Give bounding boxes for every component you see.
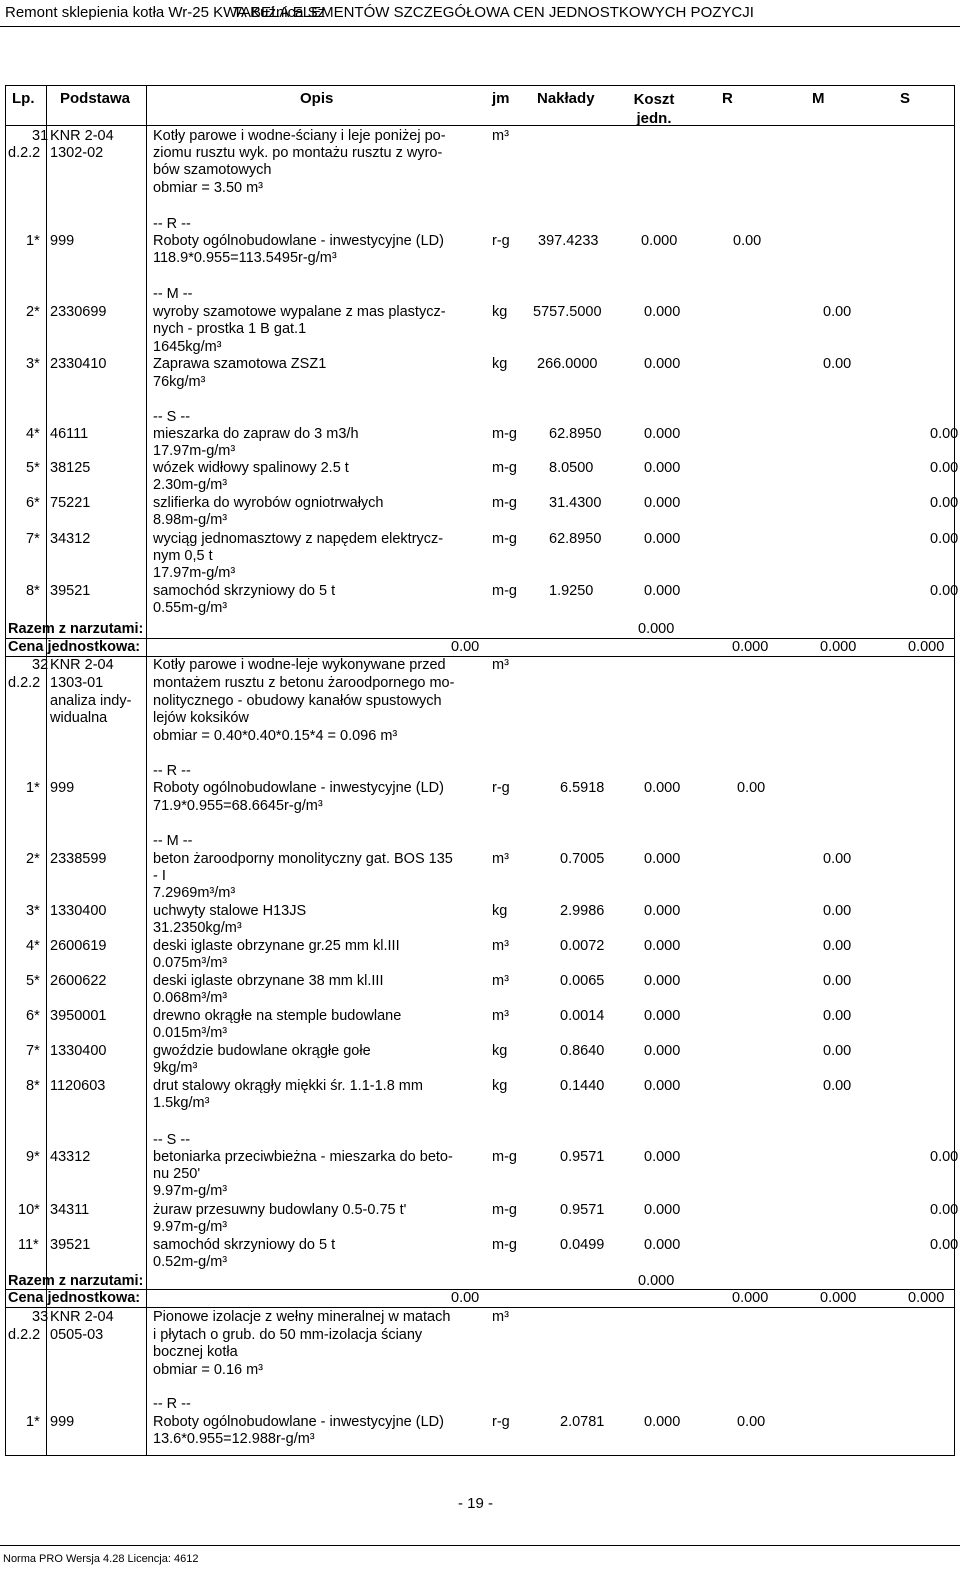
item-no: 9* — [26, 1149, 40, 1165]
item-total: 0.00 — [930, 426, 959, 442]
item-price: 0.000 — [644, 973, 681, 989]
position-desc-line: i płytach o grub. do 50 mm-izolacja ściany — [153, 1327, 423, 1343]
item-no: 1* — [26, 780, 40, 796]
item-qty: 62.8950 — [549, 426, 602, 442]
item-qty: 62.8950 — [549, 531, 602, 547]
item-price: 0.000 — [644, 1008, 681, 1024]
item-no: 5* — [26, 973, 40, 989]
item-norm: 0.068m³/m³ — [153, 990, 228, 1006]
item-price: 0.000 — [644, 356, 681, 372]
item-unit: r-g — [492, 780, 510, 796]
position-desc-line: nolitycznego - obudowy kanałów spustowych — [153, 693, 442, 709]
position-desc-line: obmiar = 3.50 m³ — [153, 180, 264, 196]
item-code: 2330410 — [50, 356, 107, 372]
position-number: 33 — [32, 1309, 49, 1325]
item-code: 39521 — [50, 583, 91, 599]
item-name: - I — [153, 868, 166, 884]
item-norm: 13.6*0.955=12.988r-g/m³ — [153, 1431, 315, 1447]
position-desc-line: Pionowe izolacje z wełny mineralnej w matach — [153, 1309, 451, 1325]
cena-value: 0.00 — [451, 1290, 480, 1306]
item-qty: 0.9571 — [560, 1202, 605, 1218]
item-norm: 0.015m³/m³ — [153, 1025, 228, 1041]
item-unit: m-g — [492, 531, 517, 547]
item-no: 6* — [26, 1008, 40, 1024]
position-desc-line: Kotły parowe i wodne-ściany i leje poniżej po- — [153, 128, 446, 144]
item-total: 0.00 — [823, 938, 852, 954]
item-unit: m³ — [492, 851, 509, 867]
item-unit: m-g — [492, 583, 517, 599]
item-norm: 1645kg/m³ — [153, 339, 222, 355]
item-total: 0.00 — [737, 1414, 766, 1430]
item-no: 3* — [26, 903, 40, 919]
item-unit: kg — [492, 356, 508, 372]
item-code: 3950001 — [50, 1008, 107, 1024]
group-label-r: -- R -- — [153, 1396, 191, 1412]
cena-m: 0.000 — [820, 1290, 857, 1306]
item-name: wyciąg jednomasztowy z napędem elektrycz- — [153, 531, 444, 547]
item-norm: 0.075m³/m³ — [153, 955, 228, 971]
footer-software: Norma PRO Wersja 4.28 Licencja: 4612 — [3, 1553, 199, 1565]
item-price: 0.000 — [644, 304, 681, 320]
item-name: szlifierka do wyrobów ogniotrwałych — [153, 495, 384, 511]
razem-label: Razem z narzutami: — [8, 621, 144, 637]
cena-label: Cena jednostkowa: — [8, 639, 141, 655]
item-name: drut stalowy okrągły miękki śr. 1.1-1.8 mm — [153, 1078, 423, 1094]
col-header-unit: jm — [492, 90, 510, 107]
razem-value: 0.000 — [638, 621, 675, 637]
item-unit: m-g — [492, 460, 517, 476]
item-total: 0.00 — [823, 903, 852, 919]
item-norm: 17.97m-g/m³ — [153, 443, 236, 459]
item-total: 0.00 — [930, 495, 959, 511]
item-qty: 266.0000 — [537, 356, 598, 372]
item-name: nych - prostka 1 B gat.1 — [153, 321, 307, 337]
document-title-overlay: TABELA ELEMENTÓW SZCZEGÓŁOWA CEN JEDNOSTKOWYCH POZYCJI — [233, 4, 754, 21]
col-divider-base — [146, 85, 147, 1455]
item-qty: 0.7005 — [560, 851, 605, 867]
table-top-border — [5, 85, 955, 86]
item-name: wyroby szamotowe wypalane z mas plastycz- — [153, 304, 446, 320]
item-price: 0.000 — [644, 1237, 681, 1253]
position-base: KNR 2-04 — [50, 128, 114, 144]
item-no: 6* — [26, 495, 40, 511]
item-total: 0.00 — [930, 531, 959, 547]
item-qty: 0.0014 — [560, 1008, 605, 1024]
item-price: 0.000 — [644, 780, 681, 796]
item-unit: m-g — [492, 495, 517, 511]
item-no: 8* — [26, 583, 40, 599]
item-qty: 0.0072 — [560, 938, 605, 954]
item-code: 2330699 — [50, 304, 107, 320]
position-chapter: d.2.2 — [8, 145, 41, 161]
table-bottom-border — [5, 1455, 955, 1456]
item-price: 0.000 — [644, 1414, 681, 1430]
item-norm: 0.52m-g/m³ — [153, 1254, 228, 1270]
item-name: drewno okrągłe na stemple budowlane — [153, 1008, 402, 1024]
razem-label: Razem z narzutami: — [8, 1273, 144, 1289]
cena-r: 0.000 — [732, 639, 769, 655]
item-no: 4* — [26, 938, 40, 954]
position-desc-line: Kotły parowe i wodne-leje wykonywane przed — [153, 657, 446, 673]
item-no: 1* — [26, 233, 40, 249]
item-norm: 17.97m-g/m³ — [153, 565, 236, 581]
item-code: 2338599 — [50, 851, 107, 867]
col-header-desc: Opis — [300, 90, 334, 107]
item-code: 2600622 — [50, 973, 107, 989]
item-code: 999 — [50, 233, 75, 249]
item-no: 8* — [26, 1078, 40, 1094]
item-name: mieszarka do zapraw do 3 m3/h — [153, 426, 359, 442]
position-base-code: 1303-01 — [50, 675, 104, 691]
item-qty: 31.4300 — [549, 495, 602, 511]
item-norm: 0.55m-g/m³ — [153, 600, 228, 616]
table-left-border — [5, 85, 6, 1455]
item-no: 2* — [26, 851, 40, 867]
item-price: 0.000 — [644, 1078, 681, 1094]
item-total: 0.00 — [930, 583, 959, 599]
item-name: nym 0,5 t — [153, 548, 213, 564]
item-qty: 5757.5000 — [533, 304, 602, 320]
item-total: 0.00 — [823, 1008, 852, 1024]
col-header-lp: Lp. — [12, 90, 35, 107]
item-qty: 0.0065 — [560, 973, 605, 989]
item-qty: 1.9250 — [549, 583, 594, 599]
item-name: deski iglaste obrzynane gr.25 mm kl.III — [153, 938, 400, 954]
header-row-bottom — [5, 125, 955, 126]
item-norm: 2.30m-g/m³ — [153, 477, 228, 493]
row-divider — [5, 638, 955, 639]
position-chapter: d.2.2 — [8, 675, 41, 691]
row-divider — [5, 656, 955, 657]
col-header-price: Koszt jedn. — [633, 91, 675, 127]
item-no: 3* — [26, 356, 40, 372]
item-total: 0.00 — [823, 1078, 852, 1094]
item-no: 2* — [26, 304, 40, 320]
position-base: KNR 2-04 — [50, 1309, 114, 1325]
item-norm: 118.9*0.955=113.5495r-g/m³ — [153, 250, 337, 266]
position-number: 31 — [32, 128, 49, 144]
item-qty: 0.0499 — [560, 1237, 605, 1253]
razem-value: 0.000 — [638, 1273, 675, 1289]
position-chapter: d.2.2 — [8, 1327, 41, 1343]
position-desc-line: obmiar = 0.16 m³ — [153, 1362, 264, 1378]
item-code: 38125 — [50, 460, 91, 476]
header-divider — [0, 26, 960, 27]
item-qty: 0.9571 — [560, 1149, 605, 1165]
position-desc-line: montażem rusztu z betonu żaroodpornego mo- — [153, 675, 455, 691]
item-name: gwoździe budowlane okrągłe gołe — [153, 1043, 371, 1059]
item-name: Zaprawa szamotowa ZSZ1 — [153, 356, 327, 372]
item-norm: 9kg/m³ — [153, 1060, 198, 1076]
item-norm: 31.2350kg/m³ — [153, 920, 242, 936]
item-name: samochód skrzyniowy do 5 t — [153, 1237, 336, 1253]
cena-s: 0.000 — [908, 639, 945, 655]
item-unit: kg — [492, 304, 508, 320]
item-unit: kg — [492, 1043, 508, 1059]
position-unit: m³ — [492, 1309, 509, 1325]
item-unit: r-g — [492, 1414, 510, 1430]
item-name: Roboty ogólnobudowlane - inwestycyjne (LD) — [153, 233, 444, 249]
item-total: 0.00 — [930, 1149, 959, 1165]
item-price: 0.000 — [644, 531, 681, 547]
cena-r: 0.000 — [732, 1290, 769, 1306]
item-name: uchwyty stalowe H13JS — [153, 903, 307, 919]
item-unit: m³ — [492, 973, 509, 989]
item-unit: m-g — [492, 1237, 517, 1253]
item-unit: r-g — [492, 233, 510, 249]
item-total: 0.00 — [823, 851, 852, 867]
item-total: 0.00 — [930, 460, 959, 476]
col-header-s: S — [900, 90, 911, 107]
document-title: Remont sklepienia kotła Wr-25 KWA Kuźnica Sz — [5, 4, 326, 21]
item-name: beton żaroodporny monolityczny gat. BOS 135 — [153, 851, 453, 867]
item-code: 1330400 — [50, 903, 107, 919]
item-unit: m-g — [492, 1149, 517, 1165]
position-base-code: 0505-03 — [50, 1327, 104, 1343]
item-norm: 9.97m-g/m³ — [153, 1183, 228, 1199]
item-price: 0.000 — [644, 495, 681, 511]
item-code: 2600619 — [50, 938, 107, 954]
group-label-r: -- R -- — [153, 216, 191, 232]
item-total: 0.00 — [823, 1043, 852, 1059]
group-label-r: -- R -- — [153, 763, 191, 779]
row-divider — [5, 1289, 955, 1290]
item-norm: 71.9*0.955=68.6645r-g/m³ — [153, 798, 323, 814]
item-code: 999 — [50, 1414, 75, 1430]
item-name: samochód skrzyniowy do 5 t — [153, 583, 336, 599]
position-base-note: widualna — [50, 710, 108, 726]
item-price: 0.000 — [644, 460, 681, 476]
item-name: Roboty ogólnobudowlane - inwestycyjne (LD) — [153, 780, 444, 796]
item-name: nu 250' — [153, 1166, 201, 1182]
item-no: 4* — [26, 426, 40, 442]
item-unit: kg — [492, 903, 508, 919]
group-label-m: -- M -- — [153, 833, 193, 849]
item-name: betoniarka przeciwbieżna - mieszarka do beto- — [153, 1149, 453, 1165]
item-price: 0.000 — [644, 851, 681, 867]
item-code: 1120603 — [50, 1078, 106, 1094]
position-unit: m³ — [492, 128, 509, 144]
item-norm: 1.5kg/m³ — [153, 1095, 210, 1111]
item-code: 999 — [50, 780, 75, 796]
item-no: 11* — [18, 1237, 39, 1253]
item-no: 1* — [26, 1414, 40, 1430]
item-name: Roboty ogólnobudowlane - inwestycyjne (LD) — [153, 1414, 444, 1430]
page-number: - 19 - — [458, 1495, 494, 1512]
item-qty: 2.0781 — [560, 1414, 605, 1430]
item-code: 34311 — [50, 1202, 90, 1218]
col-divider-lp — [46, 85, 47, 1455]
item-unit: m-g — [492, 426, 517, 442]
position-desc-line: obmiar = 0.40*0.40*0.15*4 = 0.096 m³ — [153, 728, 398, 744]
position-desc-line: bów szamotowych — [153, 162, 272, 178]
group-label-s: -- S -- — [153, 409, 191, 425]
item-no: 5* — [26, 460, 40, 476]
col-header-r: R — [722, 90, 733, 107]
item-qty: 2.9986 — [560, 903, 605, 919]
item-total: 0.00 — [930, 1202, 959, 1218]
item-qty: 397.4233 — [538, 233, 599, 249]
item-code: 34312 — [50, 531, 91, 547]
position-base-note: analiza indy- — [50, 693, 132, 709]
item-price: 0.000 — [644, 426, 681, 442]
item-code: 46111 — [50, 426, 89, 442]
item-price: 0.000 — [641, 233, 678, 249]
position-desc-line: ziomu rusztu wyk. po montażu rusztu z wyro- — [153, 145, 443, 161]
item-total: 0.00 — [823, 973, 852, 989]
item-total: 0.00 — [737, 780, 766, 796]
cena-value: 0.00 — [451, 639, 480, 655]
item-unit: kg — [492, 1078, 508, 1094]
position-base: KNR 2-04 — [50, 657, 114, 673]
position-number: 32 — [32, 657, 49, 673]
col-header-base: Podstawa — [60, 90, 131, 107]
item-unit: m-g — [492, 1202, 517, 1218]
item-norm: 76kg/m³ — [153, 374, 206, 390]
footer-divider — [0, 1545, 960, 1546]
item-no: 7* — [26, 531, 40, 547]
item-no: 10* — [18, 1202, 40, 1218]
item-norm: 8.98m-g/m³ — [153, 512, 228, 528]
item-total: 0.00 — [823, 304, 852, 320]
item-price: 0.000 — [644, 1202, 681, 1218]
item-code: 75221 — [50, 495, 91, 511]
item-price: 0.000 — [644, 1043, 681, 1059]
position-unit: m³ — [492, 657, 509, 673]
item-qty: 6.5918 — [560, 780, 605, 796]
item-total: 0.00 — [823, 356, 852, 372]
item-total: 0.00 — [733, 233, 762, 249]
cena-s: 0.000 — [908, 1290, 945, 1306]
group-label-s: -- S -- — [153, 1132, 191, 1148]
group-label-m: -- M -- — [153, 286, 193, 302]
item-qty: 8.0500 — [549, 460, 594, 476]
item-name: deski iglaste obrzynane 38 mm kl.III — [153, 973, 384, 989]
item-no: 7* — [26, 1043, 40, 1059]
item-name: żuraw przesuwny budowlany 0.5-0.75 t' — [153, 1202, 407, 1218]
item-name: wózek widłowy spalinowy 2.5 t — [153, 460, 349, 476]
col-header-nak: Nakłady — [537, 90, 595, 107]
item-price: 0.000 — [644, 938, 681, 954]
item-unit: m³ — [492, 1008, 509, 1024]
item-price: 0.000 — [644, 903, 681, 919]
position-desc-line: lejów koksików — [153, 710, 249, 726]
item-total: 0.00 — [930, 1237, 959, 1253]
item-code: 43312 — [50, 1149, 91, 1165]
position-base-code: 1302-02 — [50, 145, 104, 161]
item-qty: 0.1440 — [560, 1078, 605, 1094]
cena-label: Cena jednostkowa: — [8, 1290, 141, 1306]
item-price: 0.000 — [644, 583, 681, 599]
item-norm: 7.2969m³/m³ — [153, 885, 236, 901]
item-price: 0.000 — [644, 1149, 681, 1165]
col-header-m: M — [812, 90, 825, 107]
item-qty: 0.8640 — [560, 1043, 605, 1059]
item-code: 1330400 — [50, 1043, 107, 1059]
cena-m: 0.000 — [820, 639, 857, 655]
position-desc-line: bocznej kotła — [153, 1344, 238, 1360]
item-norm: 9.97m-g/m³ — [153, 1219, 228, 1235]
row-divider — [5, 1307, 955, 1308]
item-unit: m³ — [492, 938, 509, 954]
item-code: 39521 — [50, 1237, 91, 1253]
